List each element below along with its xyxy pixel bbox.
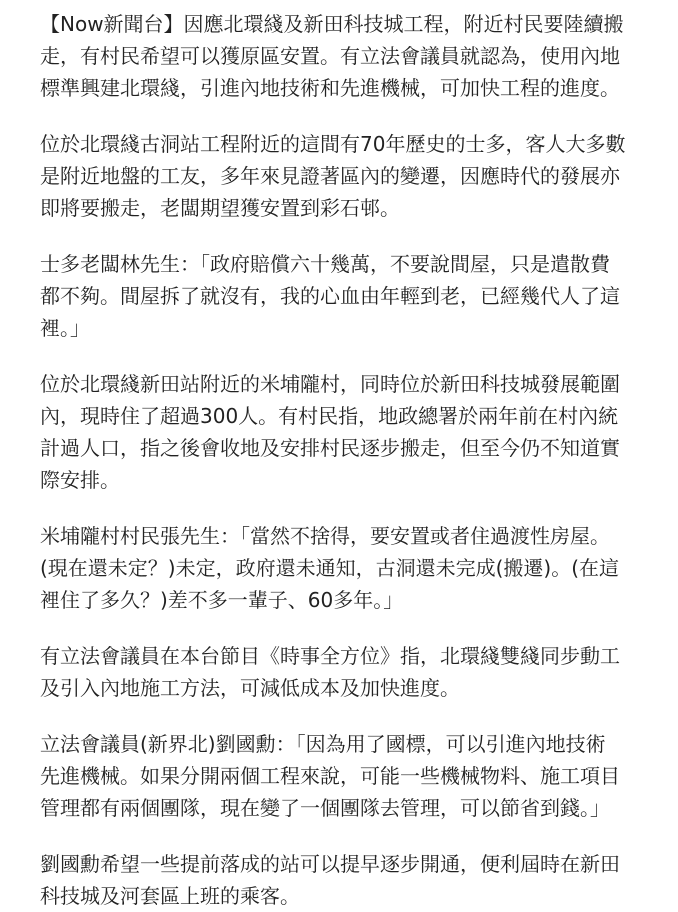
paragraph-line: 科技城及河套區上班的乘客。 <box>40 884 300 908</box>
paragraph-line: 劉國勳希望一些提前落成的站可以提早逐步開通，便利屆時在新田 <box>40 852 620 876</box>
paragraph-line: 即將要搬走，老闆期望獲安置到彩石邨。 <box>40 196 400 220</box>
paragraph-closing <box>40 848 640 912</box>
paragraph-intro <box>40 8 640 104</box>
paragraph-line: 走，有村民希望可以獲原區安置。有立法會議員就認為，使用內地 <box>40 44 620 68</box>
article-body <box>40 8 640 912</box>
paragraph-line: 裡住了多久？)差不多一輩子、60多年。」 <box>40 588 404 612</box>
paragraph-line: 裡。」 <box>40 316 90 340</box>
paragraph-line: 位於北環綫新田站附近的米埔隴村，同時位於新田科技城發展範圍 <box>40 372 620 396</box>
paragraph-quote-lam <box>40 248 640 344</box>
paragraph-line: 位於北環綫古洞站工程附近的這間有70年歷史的士多，客人大多數 <box>40 132 626 156</box>
paragraph-line: 士多老闆林先生：「政府賠償六十幾萬，不要說間屋，只是遣散費 <box>40 252 610 276</box>
paragraph-line: 計過人口，指之後會收地及安排村民逐步搬走，但至今仍不知道實 <box>40 436 620 460</box>
paragraph-line: 際安排。 <box>40 468 120 492</box>
paragraph-line: 標準興建北環綫，引進內地技術和先進機械，可加快工程的進度。 <box>40 76 620 100</box>
paragraph-line: 是附近地盤的工友，多年來見證著區內的變遷，因應時代的發展亦 <box>40 164 620 188</box>
paragraph-line: 及引入內地施工方法，可減低成本及加快進度。 <box>40 676 460 700</box>
paragraph-line: 立法會議員(新界北)劉國勳：「因為用了國標，可以引進內地技術 <box>40 732 606 756</box>
paragraph-village <box>40 368 640 496</box>
paragraph-line: 米埔隴村村民張先生：「當然不捨得，要安置或者住過渡性房屋。 <box>40 524 610 548</box>
paragraph-line: 都不夠。間屋拆了就沒有，我的心血由年輕到老，已經幾代人了這 <box>40 284 620 308</box>
paragraph-line: 【Now新聞台】因應北環綫及新田科技城工程，附近村民要陸續搬 <box>40 12 624 36</box>
paragraph-line: 有立法會議員在本台節目《時事全方位》指，北環綫雙綫同步動工 <box>40 644 620 668</box>
paragraph-legislator <box>40 640 640 704</box>
paragraph-line: 管理都有兩個團隊，現在變了一個團隊去管理，可以節省到錢。」 <box>40 796 610 820</box>
paragraph-line: (現在還未定？)未定，政府還未通知，古洞還未完成(搬遷)。(在這 <box>40 556 620 580</box>
paragraph-quote-cheung <box>40 520 640 616</box>
paragraph-line: 內，現時住了超過300人。有村民指，地政總署於兩年前在村內統 <box>40 404 619 428</box>
paragraph-quote-lau <box>40 728 640 824</box>
paragraph-line: 先進機械。如果分開兩個工程來說，可能一些機械物料、施工項目 <box>40 764 620 788</box>
paragraph-store <box>40 128 640 224</box>
